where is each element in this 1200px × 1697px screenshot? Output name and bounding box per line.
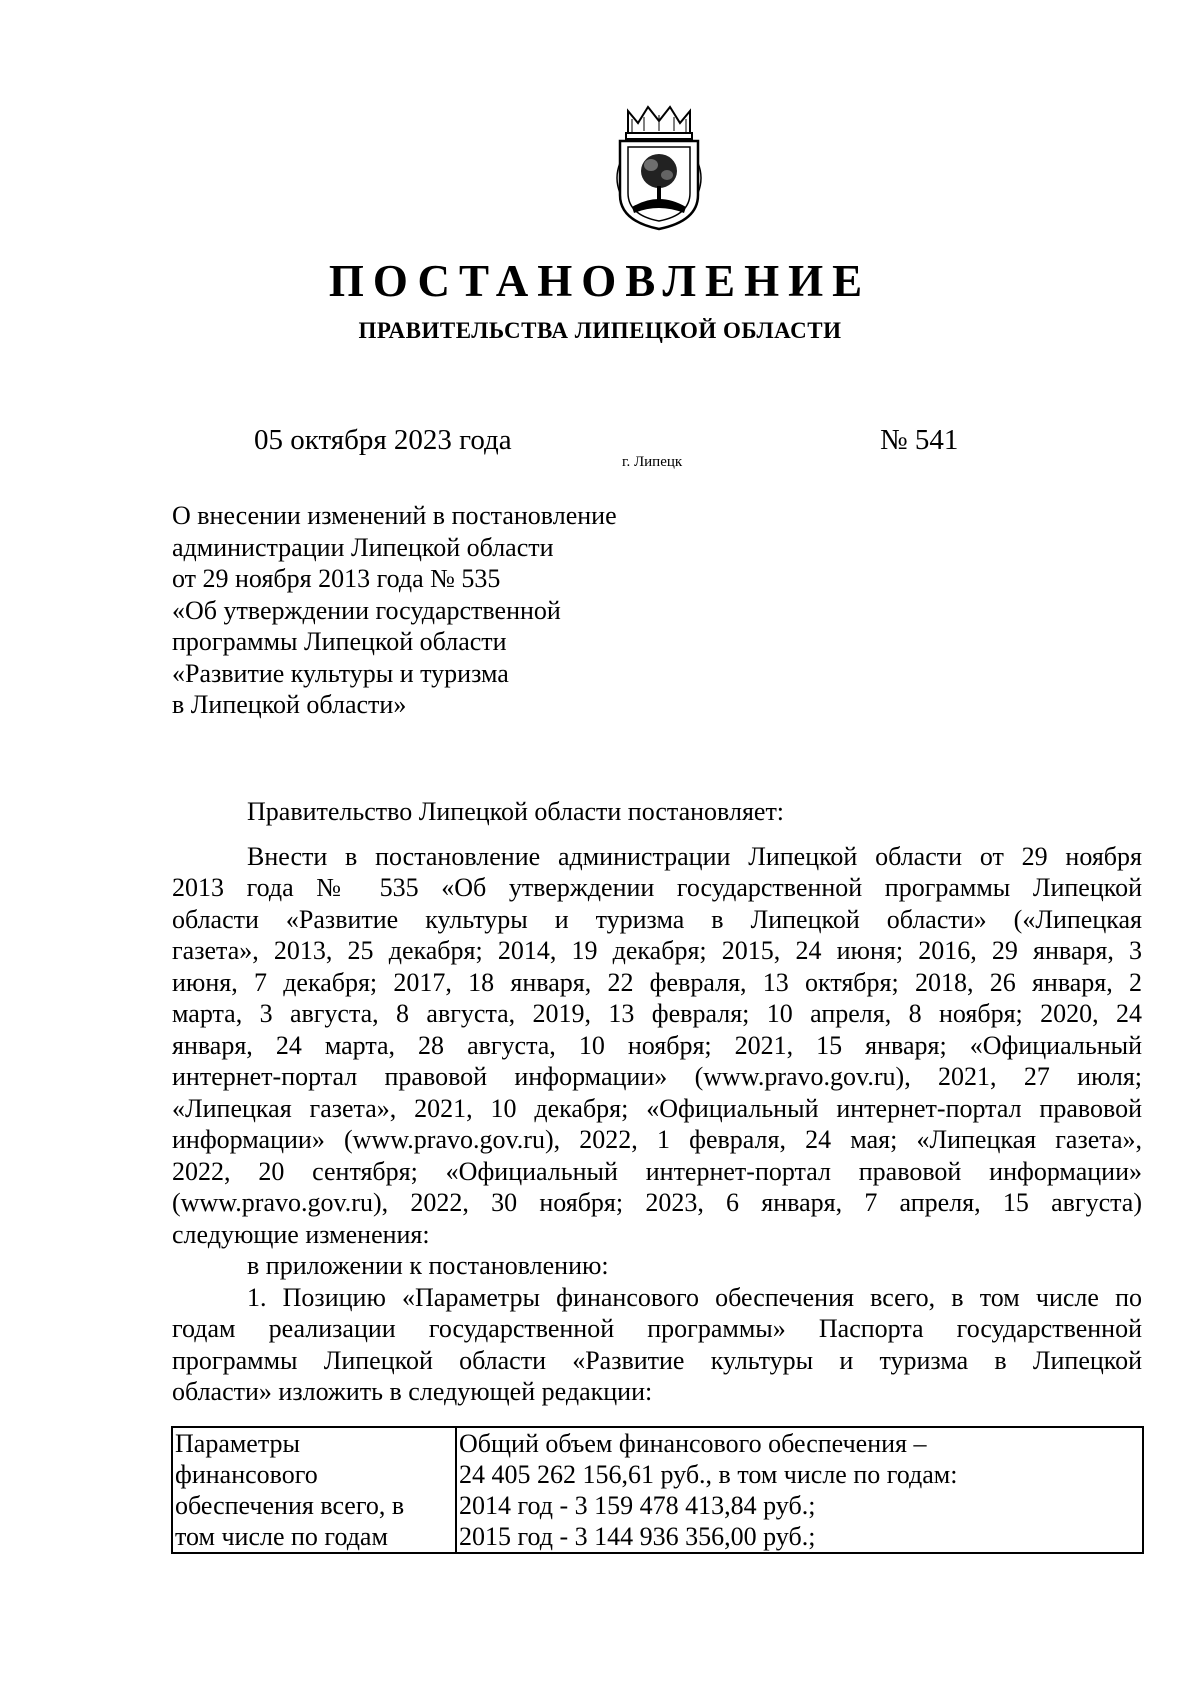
cell-line: том числе по годам xyxy=(175,1522,388,1551)
body-line: программы Липецкой области «Развитие культуры и туризма в Липецкой xyxy=(172,1345,1142,1375)
document-subject xyxy=(172,500,617,721)
body-line: Внести в постановление администрации Липецкой области от 29 ноября xyxy=(247,841,1142,871)
body-line: интернет-портал правовой информации» (www.pravo.gov.ru), 2021, 27 июля; xyxy=(172,1062,1142,1091)
cell-line: Общий объем финансового обеспечения – xyxy=(459,1429,927,1458)
body-line: 1. Позицию «Параметры финансового обеспечения всего, в том числе по xyxy=(247,1282,1142,1312)
body-line: 2022, 20 сентября; «Официальный интернет-портал правовой информации» xyxy=(172,1156,1142,1186)
body-line: годам реализации государственной программы» Паспорта государственной xyxy=(172,1314,1142,1343)
coat-of-arms-emblem xyxy=(614,103,704,233)
body-line: области» изложить в следующей редакции: xyxy=(172,1377,653,1406)
intro-paragraph: Правительство Липецкой области постановляет: xyxy=(247,797,785,826)
body-line: 2013 года № 535 «Об утверждении государственной программы Липецкой xyxy=(172,873,1142,902)
body-line: следующие изменения: xyxy=(172,1219,430,1249)
body-line: (www.pravo.gov.ru), 2022, 30 ноября; 2023, 6 января, 7 апреля, 15 августа) xyxy=(172,1188,1142,1217)
table-cell-parameter xyxy=(172,1427,456,1553)
body-line: «Липецкая газета», 2021, 10 декабря; «Официальный интернет-портал правовой xyxy=(172,1093,1142,1123)
subject-line: «Об утверждении государственной xyxy=(172,595,561,625)
cell-line: 24 405 262 156,61 руб., в том числе по годам: xyxy=(459,1460,958,1489)
body-line: января, 24 марта, 28 августа, 10 ноября; 2021, 15 января; «Официальный xyxy=(172,1030,1142,1060)
subject-line: О внесении изменений в постановление xyxy=(172,501,617,530)
table-row xyxy=(172,1427,1143,1553)
document-number: № 541 xyxy=(880,424,959,456)
document-title: ПОСТАНОВЛЕНИЕ xyxy=(328,256,872,306)
body-line: марта, 3 августа, 8 августа, 2019, 13 февраля; 10 апреля, 8 ноября; 2020, 24 xyxy=(172,999,1142,1028)
table-cell-value xyxy=(456,1427,1143,1553)
main-paragraph xyxy=(172,841,1142,1251)
subject-line: программы Липецкой области xyxy=(172,627,507,656)
subject-line: в Липецкой области» xyxy=(172,690,407,719)
document-subtitle: ПРАВИТЕЛЬСТВА ЛИПЕЦКОЙ ОБЛАСТИ xyxy=(358,318,842,343)
body-line: области «Развитие культуры и туризма в Липецкой области» («Липецкая xyxy=(172,904,1142,934)
document-body xyxy=(172,796,1142,1408)
subject-line: администрации Липецкой области xyxy=(172,532,554,562)
subject-line: «Развитие культуры и туризма xyxy=(172,658,509,688)
cell-line: обеспечения всего, в xyxy=(175,1491,405,1520)
appendix-paragraph: в приложении к постановлению: xyxy=(247,1251,609,1280)
item-1-paragraph xyxy=(172,1282,1142,1408)
financing-table xyxy=(171,1426,1144,1554)
document-date: 05 октября 2023 года xyxy=(254,424,512,456)
document-city: г. Липецк xyxy=(622,454,683,470)
cell-line: 2014 год - 3 159 478 413,84 руб.; xyxy=(459,1491,816,1520)
body-line: информации» (www.pravo.gov.ru), 2022, 1 февраля, 24 мая; «Липецкая газета», xyxy=(172,1125,1142,1154)
cell-line: 2015 год - 3 144 936 356,00 руб.; xyxy=(459,1522,816,1551)
body-line: июня, 7 декабря; 2017, 18 января, 22 февраля, 13 октября; 2018, 26 января, 2 xyxy=(172,967,1142,997)
cell-line: финансового xyxy=(175,1460,318,1489)
subject-line: от 29 ноября 2013 года № 535 xyxy=(172,564,501,593)
cell-line: Параметры xyxy=(175,1429,300,1458)
body-line: газета», 2013, 25 декабря; 2014, 19 декабря; 2015, 24 июня; 2016, 29 января, 3 xyxy=(172,936,1142,965)
